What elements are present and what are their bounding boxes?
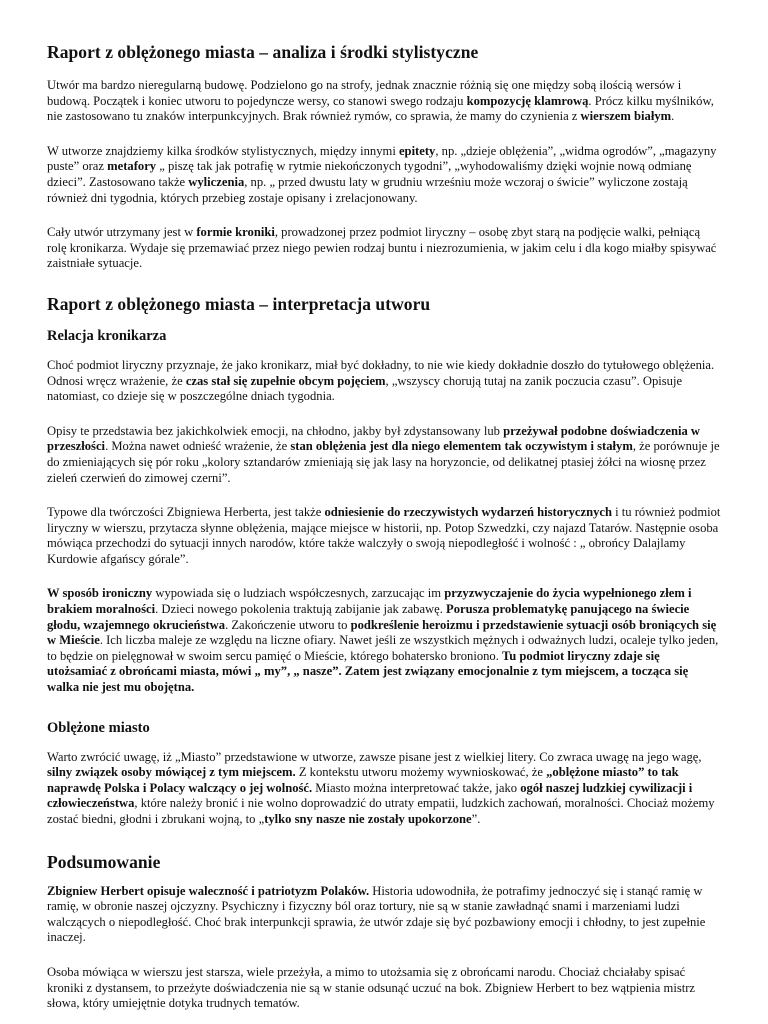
bold-phrase: stan oblężenia jest dla niego elementem tak oczywistym i stałym (290, 439, 633, 454)
bold-phrase: ogół naszej ludzkiej cywilizacji i człowieczeństwa (47, 780, 693, 811)
paragraph-structure (47, 78, 722, 125)
text-run: , które należy bronić i nie wolno doprowadzić do utraty empatii, ludzkich zachowań, moralności. Chociaż możemy zostać biedni, głodni i zbrukani wojną, to „ (47, 796, 715, 826)
text-run: ”. (471, 812, 481, 826)
text-run: Warto zwrócić uwagę, iż „Miasto” przedstawione w utworze, zawsze pisane jest z wielkiej litery. Co zwraca uwagę na jego wagę, (47, 749, 702, 764)
bold-phrase: wierszem białym (580, 109, 672, 124)
bold-phrase: silny związek osoby mówiącej z tym miejscem. (47, 765, 296, 780)
subheading-chronicler: Relacja kronikarza (47, 327, 167, 344)
text-run: . (671, 109, 675, 124)
paragraph-chronicle-form (47, 225, 722, 272)
paragraph-chronicler-time (47, 358, 722, 405)
section-heading-interpretation: Raport z oblężonego miasta – interpretacja utworu (47, 293, 431, 314)
text-run: Choć podmiot liryczny przyznaje, że jako kronikarz, miał być dokładny, to nie wie kiedy dokładnie doszło do tytułowego oblężenia. Odnosi wręcz wrażenie, że (47, 357, 715, 388)
text-run: Z kontekstu utworu możemy wywnioskować, że (295, 765, 547, 780)
bold-phrase: Porusza problematykę panującego na świecie głodu, wzajemnego okrucieństwa (47, 602, 690, 632)
bold-phrase: formie kroniki (196, 225, 275, 240)
bold-phrase: W sposób ironiczny (47, 586, 153, 601)
text-run: . Dzieci nowego pokolenia traktują zabijanie jak zabawę. (155, 602, 447, 617)
text-run: , że porównuje je do zmieniających się pór roku „kolory sztandarów zmieniają się jak lasy na horyzoncie, od delikatnej ptasiej żółci na wiosnę przez zieleń czerwień do zimowej czerni”. (47, 439, 720, 485)
text-run: . Prócz kilku myślników, nie zastosowano tu znaków interpunkcyjnych. Brak również rymów, co sprawia, że mamy do czynienia z (47, 93, 714, 124)
bold-phrase: przyzwyczajenie do życia wypełnionego złem i brakiem moralności (47, 586, 692, 617)
subheading-besieged-city: Oblężone miasto (47, 719, 150, 736)
section-heading-analysis: Raport z oblężonego miasta – analiza i środki stylistyczne (47, 42, 479, 62)
text-run: W utworze znajdziemy kilka środków stylistycznych, między innymi (47, 143, 399, 158)
text-run: , „wszyscy chorują tutaj na zanik poczucia czasu”. Opisuje natomiast, co dzieje się w poszczególne dniach tygodnia. (47, 373, 683, 404)
section-heading-summary: Podsumowanie (47, 851, 161, 872)
text-run: i tu również podmiot liryczny w wierszu, przytacza słynne oblężenia, mające miejsce w historii, np. Potop Szwedzki, czy najazd Tatarów. Następnie osoba mówiąca przechodzi do sytuacji innych narodów, które także walczyły o swoją niepodległość i wolność : „ obrońcy Dalajlamy Kurdowie afgańscy górale”. (47, 505, 721, 566)
text-run: Typowe dla twórczości Zbigniewa Herberta, jest także (47, 505, 325, 520)
paragraph-historical-events (47, 505, 722, 567)
bold-phrase: przeżywał podobne doświadczenia w przeszłości (47, 423, 701, 454)
bold-phrase: odniesienie do rzeczywistych wydarzeń historycznych (324, 505, 612, 520)
text-run: . Można nawet odnieść wrażenie, że (105, 439, 291, 454)
bold-phrase: kompozycję klamrową (466, 93, 589, 108)
text-run: , prowadzonej przez podmiot liryczny – osobę zbyt starą na podjęcie walki, pełniącą rolę kronikarza. Wydaje się przemawiać przez niego pewien rodzaj buntu i niezrozumienia, w jakim celu i dla kogo miałby spisywać zaistniałe sytuacje. (47, 225, 717, 271)
bold-phrase: Zbigniew Herbert opisuje waleczność i patriotyzm Polaków. (47, 883, 370, 898)
bold-phrase: podkreślenie heroizmu i przedstawienie sytuacji osób broniących się w Mieście (47, 617, 717, 648)
text-run: . Ich liczba maleje ze względu na liczne ofiary. Nawet jeśli ze wszystkich mężnych i odważnych ludzi, ocaleje tylko jeden, to będzie on pielęgnował w swoim sercu pamięć o Mieście, którego bohatersko broniono. (47, 633, 719, 663)
paragraph-summary-speaker (47, 965, 722, 1012)
text-run: Miasto można interpretować także, jako (312, 780, 521, 795)
text-run: Utwór ma bardzo nieregularną budowę. Podzielono go na strofy, jednak znacznie różnią się one między sobą ilością wersów i budową. Początek i koniec utworu to pojedyncze wersy, co stanowi swego rodzaju (47, 78, 682, 108)
paragraph-stylistic-devices (47, 144, 722, 206)
bold-phrase: Tu podmiot liryczny zdaje się utożsamiać z obrońcami miasta, mówi „ my”, „ nasze”. Zatem jest związany emocjonalnie z tym miejscem, a tocząca się walka nie jest mu obojętna. (47, 648, 689, 695)
text-run: Osoba mówiąca w wierszu jest starsza, wiele przeżyła, a mimo to utożsamia się z obrońcami narodu. Chociaż chciałaby spisać kroniki z dystansem, to przeżyte doświadczenia nie są w stanie odsunąć uczuć na bok. Zbigniew Herbert to bez wątpienia mistrz słowa, który umiejętnie dotyka trudnych tematów. (47, 964, 696, 1011)
text-run: wypowiada się o ludziach współczesnych, zarzucając im (152, 586, 445, 601)
paragraph-irony (47, 586, 722, 695)
bold-phrase: metafory (107, 159, 157, 174)
bold-phrase: wyliczenia (188, 174, 245, 189)
text-run: , np. „ przed dwustu laty w grudniu wrześniu może wczoraj o świcie” wyliczone zostają również dni tygodnia, których przebieg zostaje opisany i zrelacjonowany. (47, 174, 688, 205)
paragraph-chronicler-emotions (47, 424, 722, 486)
bold-phrase: epitety (398, 143, 436, 158)
paragraph-summary-patriotism (47, 884, 722, 946)
text-run: , np. „dzieje oblężenia”, „widma ogrodów”, „magazyny puste” oraz (47, 143, 717, 174)
text-run: . Zakończenie utworu to (225, 617, 351, 632)
text-run: Opisy te przedstawia bez jakichkolwiek emocji, na chłodno, jakby był zdystansowany lub (47, 423, 504, 438)
bold-phrase: czas stał się zupełnie obcym pojęciem (185, 373, 386, 388)
text-run: Cały utwór utrzymany jest w (47, 225, 197, 240)
text-run: „ piszę tak jak potrafię w rytmie niekończonych tygodni”, „wyhodowaliśmy dzięki wojnie nową odmianę dzieci”. Zastosowano także (47, 159, 692, 189)
paragraph-besieged-city (47, 750, 722, 828)
bold-phrase: „oblężone miasto” to tak naprawdę Polska i Polacy walczący o jej wolność. (47, 765, 679, 795)
text-run: Historia udowodniła, że potrafimy jednoczyć się i stanąć ramię w ramię, w obronie naszej ojczyzny. Psychiczny i fizyczny ból oraz tortury, nie są w stanie zawładnąć snami i marzeniami ludzi walczących o niepodległość. Choć brak interpunkcji sprawia, że utwór zdaje się być pozbawiony emocji i chłodny, to jest zupełnie inaczej. (47, 883, 706, 945)
bold-phrase: tylko sny nasze nie zostały upokorzone (264, 812, 472, 826)
